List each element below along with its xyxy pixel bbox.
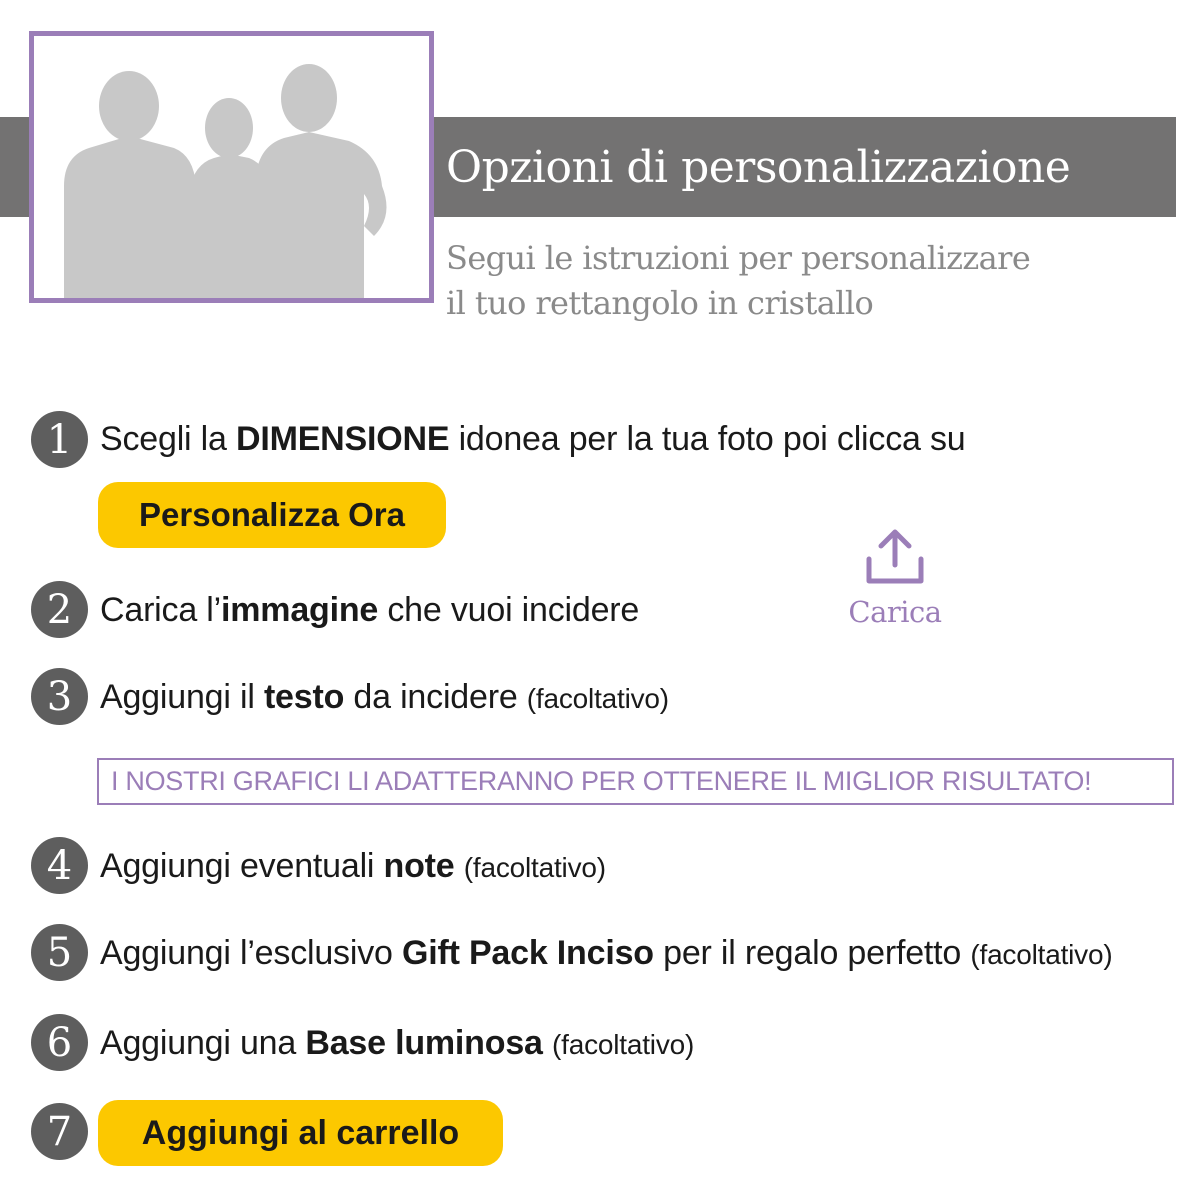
step-1-number: 1 xyxy=(31,411,88,468)
step-3-bold: testo xyxy=(263,678,345,716)
step-7-number: 7 xyxy=(31,1103,88,1160)
step-2-post: che vuoi incidere xyxy=(378,591,640,629)
step-1-text xyxy=(100,420,965,459)
upload-label[interactable]: Carica xyxy=(848,595,942,629)
step-5-number: 5 xyxy=(31,924,88,981)
step-6-pre: Aggiungi una xyxy=(100,1024,306,1062)
step-6-bold: Base luminosa xyxy=(305,1024,543,1062)
upload-icon[interactable] xyxy=(863,527,927,587)
step-1-pre: Scegli la xyxy=(100,420,236,458)
step-3-optional: (facoltativo) xyxy=(526,683,669,714)
step-3-pre: Aggiungi il xyxy=(100,678,264,716)
page-subtitle xyxy=(446,236,1186,326)
upload-control[interactable] xyxy=(840,527,950,637)
step-2-text xyxy=(100,591,639,630)
step-2-pre: Carica l’ xyxy=(100,591,222,629)
step-2-number: 2 xyxy=(31,581,88,638)
step-5-pre: Aggiungi l’esclusivo xyxy=(100,934,402,972)
step-4-post xyxy=(455,847,464,885)
step-2-bold: immagine xyxy=(221,591,379,629)
step-5-post: per il regalo perfetto xyxy=(653,934,971,972)
designer-note-banner: I NOSTRI GRAFICI LI ADATTERANNO PER OTTENERE IL MIGLIOR RISULTATO! xyxy=(97,758,1174,805)
people-silhouette-image xyxy=(34,36,429,298)
step-4-number: 4 xyxy=(31,837,88,894)
step-4-text xyxy=(100,847,606,886)
step-6-post xyxy=(543,1024,552,1062)
step-6-number: 6 xyxy=(31,1014,88,1071)
step-1-post: idonea per la tua foto poi clicca su xyxy=(449,420,966,458)
product-photo-frame xyxy=(29,31,434,303)
subtitle-line-2: il tuo rettangolo in cristallo xyxy=(446,284,874,322)
subtitle-line-1: Segui le istruzioni per personalizzare xyxy=(446,239,1031,277)
step-4-optional: (facoltativo) xyxy=(463,852,606,883)
step-3-post: da incidere xyxy=(344,678,527,716)
add-to-cart-button[interactable]: Aggiungi al carrello xyxy=(98,1100,503,1166)
step-6-optional: (facoltativo) xyxy=(552,1029,695,1060)
step-4-bold: note xyxy=(383,847,455,885)
step-3-text xyxy=(100,678,669,717)
step-5-optional: (facoltativo) xyxy=(970,939,1113,970)
step-6-text xyxy=(100,1024,694,1063)
step-5-bold: Gift Pack Inciso xyxy=(401,934,654,972)
personalize-now-button[interactable]: Personalizza Ora xyxy=(98,482,446,548)
step-5-text xyxy=(100,934,1112,973)
step-3-number: 3 xyxy=(31,668,88,725)
page-title: Opzioni di personalizzazione xyxy=(446,141,1071,193)
step-4-pre: Aggiungi eventuali xyxy=(100,847,384,885)
step-1-bold: DIMENSIONE xyxy=(235,420,450,458)
